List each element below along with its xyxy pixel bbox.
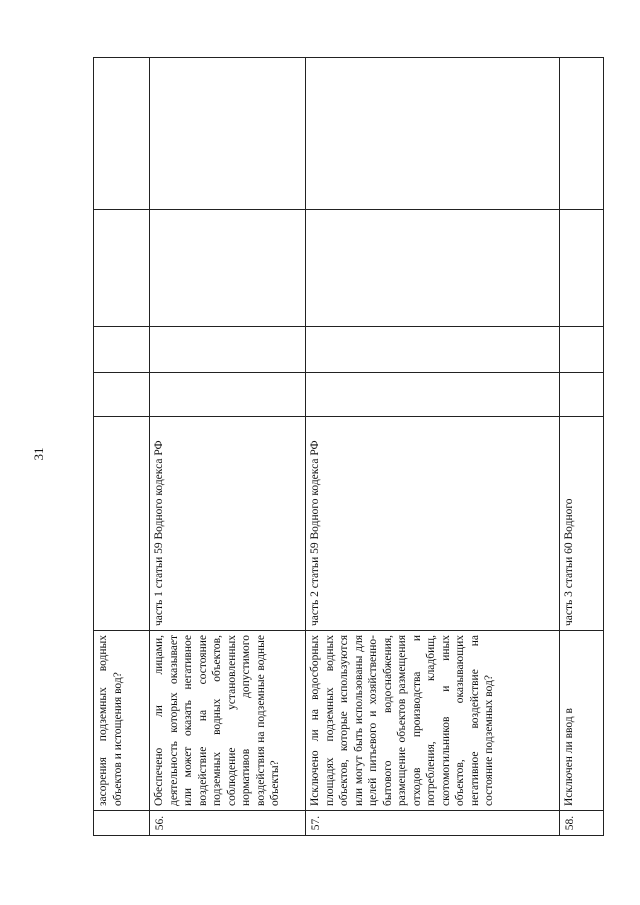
row-number: 56. (150, 810, 305, 835)
comment-cell (94, 58, 149, 209)
not-applicable-cell (306, 209, 559, 326)
legal-reference (94, 416, 149, 630)
table-row (306, 58, 560, 835)
answer-no-cell (150, 326, 305, 372)
row-number: 57. (306, 810, 559, 835)
comment-cell (560, 58, 603, 209)
not-applicable-cell (560, 209, 603, 326)
question-text: Обеспечено ли лицами, деятельность которых оказывает или может оказать негативное воздействие на состояние подземных водных объектов, соблюдение установленных нормативов допустимого воздействия на подземные водные объекты? (150, 630, 305, 810)
legal-reference: часть 2 статьи 59 Водного кодекса РФ (306, 416, 559, 630)
rotated-table-content (94, 58, 603, 835)
inspection-table (93, 57, 604, 836)
not-applicable-cell (150, 209, 305, 326)
legal-reference: часть 3 статьи 60 Водного (560, 416, 603, 630)
table-row (94, 58, 150, 835)
comment-cell (306, 58, 559, 209)
question-text: Исключено ли на водосборных площадях подземных водных объектов, которые используются или могут быть использованы для целей питьевого и хозяйственно-бытового водоснабжения, размещение объектов размещения отходов производства и потребления, кладбищ, скотомогильников и иных объектов, оказывающих негативное воздействие на состояние подземных вод? (306, 630, 559, 810)
answer-yes-cell (94, 372, 149, 416)
row-number (94, 810, 149, 835)
row-number: 58. (560, 810, 603, 835)
answer-no-cell (306, 326, 559, 372)
legal-reference: часть 1 статьи 59 Водного кодекса РФ (150, 416, 305, 630)
question-text: Исключен ли ввод в (560, 630, 603, 810)
page-number: 31 (31, 447, 46, 461)
table-row (150, 58, 306, 835)
answer-yes-cell (560, 372, 603, 416)
answer-no-cell (94, 326, 149, 372)
question-text: засорения подземных водных объектов и истощения вод? (94, 630, 149, 810)
answer-yes-cell (306, 372, 559, 416)
answer-yes-cell (150, 372, 305, 416)
table-row (560, 58, 603, 835)
answer-no-cell (560, 326, 603, 372)
not-applicable-cell (94, 209, 149, 326)
comment-cell (150, 58, 305, 209)
